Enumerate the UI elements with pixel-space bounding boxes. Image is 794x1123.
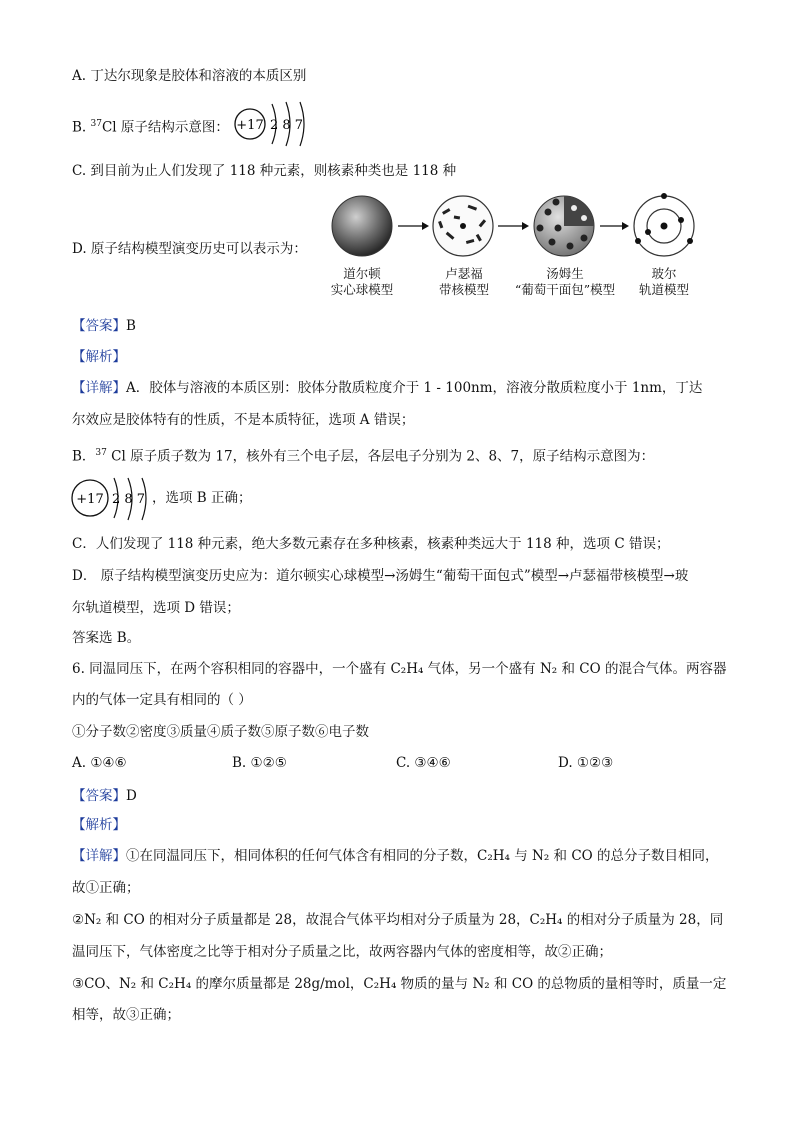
dalton-model-icon: [332, 196, 392, 256]
detail-label: 【详解】: [72, 380, 126, 396]
q5-conclusion: 答案选 B。: [72, 630, 141, 646]
answer-label: 【答案】: [72, 788, 126, 804]
atom-structure-diagram-answer: [70, 474, 160, 524]
q6-stem-line2: 内的气体一定具有相同的（ ）: [72, 692, 252, 708]
q5-detail-c: C．人们发现了 118 种元素，绝大多数元素存在多种核素，核素种类远大于 118 种，选项 C 错误；: [72, 536, 670, 552]
answer-value: D: [126, 788, 137, 804]
atomic-models-figure: [326, 192, 716, 262]
thomson-model-icon: [534, 196, 594, 256]
option-b-text: 原子结构示意图：: [116, 119, 229, 136]
model-name: 道尔顿: [343, 266, 381, 281]
option-b-prefix: B.: [72, 119, 91, 136]
answer-value: B: [126, 318, 136, 334]
option-b: [72, 114, 229, 138]
q6-analysis-label: 【解析】: [72, 817, 126, 833]
electron-shells: 2 8 7: [112, 492, 146, 507]
model-label-thomson: [508, 266, 622, 298]
model-type: “葡萄干面包”模型: [514, 282, 616, 297]
atom-structure-diagram: [232, 98, 318, 150]
nucleus-charge: +17: [236, 118, 264, 133]
electron-shells: 2 8 7: [270, 118, 304, 133]
mass-number: 37: [90, 119, 102, 129]
q6-stem-line1: 6. 同温同压下，在两个容积相同的容器中，一个盛有 C₂H₄ 气体，另一个盛有 N₂ 和 CO 的混合气体。两容器: [72, 661, 727, 677]
q5-detail-b-after: ，选项 B 正确；: [152, 490, 252, 506]
detail-text: A．胶体与溶液的本质区别：胶体分散质粒度介于 1 - 100nm，溶液分散质粒度小于 1nm，丁达: [126, 380, 703, 396]
q6-choice-a: A. ①④⑥: [72, 755, 127, 771]
q6-choice-d: D. ①②③: [558, 755, 614, 771]
q5-detail-a-line1: [72, 378, 702, 398]
q5-detail-d-line2: 尔轨道模型，选项 D 错误；: [72, 600, 240, 616]
q6-detail-1-line2: 故①正确；: [72, 880, 140, 896]
detail-b-prefix: B．: [72, 448, 96, 465]
model-type: 实心球模型: [330, 282, 394, 297]
model-type: 带核模型: [438, 282, 489, 297]
model-label-bohr: [628, 266, 700, 298]
detail-label: 【详解】: [72, 848, 126, 864]
q5-answer: [72, 316, 136, 336]
model-name: 卢瑟福: [445, 266, 483, 281]
mass-number: 37: [95, 448, 107, 458]
model-type: 轨道模型: [638, 282, 689, 297]
q5-analysis-label: 【解析】: [72, 349, 126, 365]
q6-detail-2-line1: ②N₂ 和 CO 的相对分子质量都是 28，故混合气体平均相对分子质量为 28，C₂H₄ 的相对分子质量为 28，同: [72, 912, 724, 928]
model-name: 玻尔: [651, 266, 677, 281]
option-a: A. 丁达尔现象是胶体和溶液的本质区别: [72, 68, 307, 84]
bohr-model-icon: [634, 193, 694, 256]
q6-detail-3-line1: ③CO、N₂ 和 C₂H₄ 的摩尔质量都是 28g/mol，C₂H₄ 物质的量与 N₂ 和 CO 的总物质的量相等时，质量一定: [72, 976, 727, 992]
nucleus-charge: +17: [76, 492, 104, 507]
q5-detail-b: [72, 443, 654, 467]
model-label-rutherford: [428, 266, 500, 298]
rutherford-model-icon: [433, 196, 493, 256]
q6-answer: [72, 786, 137, 806]
q6-choice-b: B. ①②⑤: [232, 755, 287, 771]
element-symbol: Cl: [101, 119, 117, 136]
detail-b-text: Cl 原子质子数为 17，核外有三个电子层，各层电子分别为 2、8、7，原子结构示意图为：: [106, 448, 655, 465]
q5-detail-d-line1: D． 原子结构模型演变历史应为：道尔顿实心球模型→汤姆生“葡萄干面包式”模型→卢瑟福带核模型→玻: [72, 568, 689, 584]
option-d: D. 原子结构模型演变历史可以表示为：: [72, 241, 307, 257]
detail-text: ①在同温同压下，相同体积的任何气体含有相同的分子数，C₂H₄ 与 N₂ 和 CO 的总分子数目相同，: [126, 848, 719, 864]
model-label-dalton: [326, 266, 398, 298]
q6-detail-2-line2: 温同压下，气体密度之比等于相对分子质量之比，故两容器内气体的密度相等，故②正确；: [72, 944, 612, 960]
q6-choice-c: C. ③④⑥: [396, 755, 451, 771]
answer-label: 【答案】: [72, 318, 126, 334]
q6-items: ①分子数②密度③质量④质子数⑤原子数⑥电子数: [72, 724, 369, 740]
q6-detail-3-line2: 相等，故③正确；: [72, 1007, 180, 1023]
q6-detail-1-line1: [72, 846, 719, 866]
model-name: 汤姆生: [546, 266, 584, 281]
option-c: C. 到目前为止人们发现了 118 种元素，则核素种类也是 118 种: [72, 163, 457, 179]
q5-detail-a-line2: 尔效应是胶体特有的性质，不是本质特征，选项 A 错误；: [72, 412, 415, 428]
